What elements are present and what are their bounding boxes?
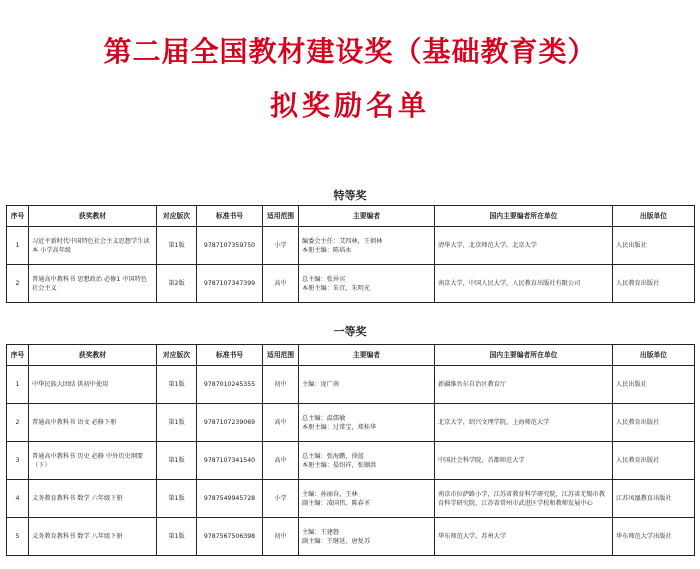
table-row — [7, 366, 695, 404]
scope: 初中 — [263, 366, 299, 404]
book-title: 义务教育教科书 数学 八年级下册 — [29, 518, 157, 556]
editor-line: 总主编：张海鹏，徐蓝 — [302, 452, 364, 460]
scope: 初中 — [263, 518, 299, 556]
edition: 第1版 — [157, 227, 197, 265]
book-title: 普通高中教科书 思想政治 必修1 中国特色社会主义 — [29, 265, 157, 303]
book-title: 普通高中教科书 历史 必修 中外历史纲要（下） — [29, 442, 157, 480]
special-prize-table — [6, 205, 695, 303]
table-row — [7, 518, 695, 556]
column-header: 序号 — [7, 206, 29, 227]
isbn: 9787010245355 — [197, 366, 263, 404]
column-header: 国内主要编者所在单位 — [435, 206, 613, 227]
column-header: 适用范围 — [263, 206, 299, 227]
editors — [299, 404, 435, 442]
column-header: 序号 — [7, 345, 29, 366]
column-header: 标准书号 — [197, 345, 263, 366]
column-header: 国内主要编者所在单位 — [435, 345, 613, 366]
isbn: 9787549945728 — [197, 480, 263, 518]
publisher: 华东师范大学出版社 — [613, 518, 695, 556]
table-row — [7, 442, 695, 480]
column-header: 适用范围 — [263, 345, 299, 366]
column-header: 获奖教材 — [29, 206, 157, 227]
editor-units: 中国社会科学院，首都师范大学 — [435, 442, 613, 480]
column-header: 标准书号 — [197, 206, 263, 227]
editor-units: 北京大学，绍兴文理学院，上海师范大学 — [435, 404, 613, 442]
column-header: 获奖教材 — [29, 345, 157, 366]
editor-line: 主编：庞广南 — [302, 381, 340, 388]
book-title: 习近平新时代中国特色社会主义思想学生读本 小学高年级 — [29, 227, 157, 265]
publisher: 江苏凤凰教育出版社 — [613, 480, 695, 518]
editor-units: 清华大学，北京师范大学，北京大学 — [435, 227, 613, 265]
row-number: 4 — [7, 480, 29, 518]
editors — [299, 442, 435, 480]
edition: 第1版 — [157, 366, 197, 404]
section-label-special-prize: 特等奖 — [333, 189, 367, 202]
edition: 第1版 — [157, 404, 197, 442]
row-number: 5 — [7, 518, 29, 556]
editors — [299, 265, 435, 303]
table-header-row — [7, 206, 695, 227]
scope: 高中 — [263, 404, 299, 442]
row-number: 1 — [7, 366, 29, 404]
editor-line: 主编：孙丽谷，王林 — [302, 490, 358, 498]
scope: 小学 — [263, 227, 299, 265]
editor-line: 总主编：温儒敏 — [302, 414, 346, 422]
document-title: 第二届全国教材建设奖（基础教育类） — [103, 35, 597, 68]
edition: 第1版 — [157, 442, 197, 480]
editors — [299, 480, 435, 518]
column-header: 主要编者 — [299, 345, 435, 366]
document-subtitle: 拟奖励名单 — [269, 89, 430, 122]
publisher: 人民教育出版社 — [613, 265, 695, 303]
section-label-first-prize: 一等奖 — [333, 325, 367, 338]
book-title: 中华民族大团结 供初中使用 — [29, 366, 157, 404]
row-number: 1 — [7, 227, 29, 265]
column-header: 对应版次 — [157, 345, 197, 366]
editor-line: 编委会主任：艾四林，王炳林 — [302, 237, 383, 245]
table-row — [7, 227, 695, 265]
editor-line: 副主编：王继延，唐复苏 — [302, 537, 371, 545]
editor-line: 本册主编：朱宜，朱明光 — [302, 284, 371, 292]
editor-line: 主编：王建磐 — [302, 528, 340, 536]
editor-line: 副主编：凌国伟，陈春圣 — [302, 499, 371, 507]
editors — [299, 366, 435, 404]
isbn: 9787567506398 — [197, 518, 263, 556]
row-number: 2 — [7, 404, 29, 442]
row-number: 3 — [7, 442, 29, 480]
publisher: 人民出版社 — [613, 227, 695, 265]
isbn: 9787107239069 — [197, 404, 263, 442]
editor-line: 总主编：张异宾 — [302, 275, 346, 283]
book-title: 普通高中教科书 语文 必修下册 — [29, 404, 157, 442]
column-header: 出版单位 — [613, 206, 695, 227]
column-header: 对应版次 — [157, 206, 197, 227]
edition: 第1版 — [157, 518, 197, 556]
isbn: 9787107359750 — [197, 227, 263, 265]
table-row — [7, 480, 695, 518]
scope: 高中 — [263, 265, 299, 303]
table-row — [7, 265, 695, 303]
editor-line: 本册主编：晏绍祥，张顺洪 — [302, 461, 377, 469]
editor-line: 本册主编：过常宝，郑桂华 — [302, 423, 377, 431]
edition: 第1版 — [157, 480, 197, 518]
edition: 第2版 — [157, 265, 197, 303]
isbn: 9787107347399 — [197, 265, 263, 303]
editor-units: 南京市拉萨路小学，江苏省教育科学研究院，江苏省无锡市教育科学研究院，江苏省常州市武进区学校和教师发展中心 — [435, 480, 613, 518]
editors — [299, 518, 435, 556]
editor-line: 本册主编：陈培永 — [302, 246, 352, 254]
book-title: 义务教育教科书 数学 六年级下册 — [29, 480, 157, 518]
editor-units: 南京大学，中国人民大学，人民教育出版社有限公司 — [435, 265, 613, 303]
table-header-row — [7, 345, 695, 366]
first-prize-table — [6, 344, 695, 556]
publisher: 人民教育出版社 — [613, 442, 695, 480]
publisher: 人民教育出版社 — [613, 404, 695, 442]
editors — [299, 227, 435, 265]
table-row — [7, 404, 695, 442]
scope: 小学 — [263, 480, 299, 518]
column-header: 出版单位 — [613, 345, 695, 366]
isbn: 9787107341540 — [197, 442, 263, 480]
editor-units: 华东师范大学，苏州大学 — [435, 518, 613, 556]
editor-units: 新疆维吾尔自治区教育厅 — [435, 366, 613, 404]
column-header: 主要编者 — [299, 206, 435, 227]
publisher: 人民出版社 — [613, 366, 695, 404]
row-number: 2 — [7, 265, 29, 303]
scope: 高中 — [263, 442, 299, 480]
